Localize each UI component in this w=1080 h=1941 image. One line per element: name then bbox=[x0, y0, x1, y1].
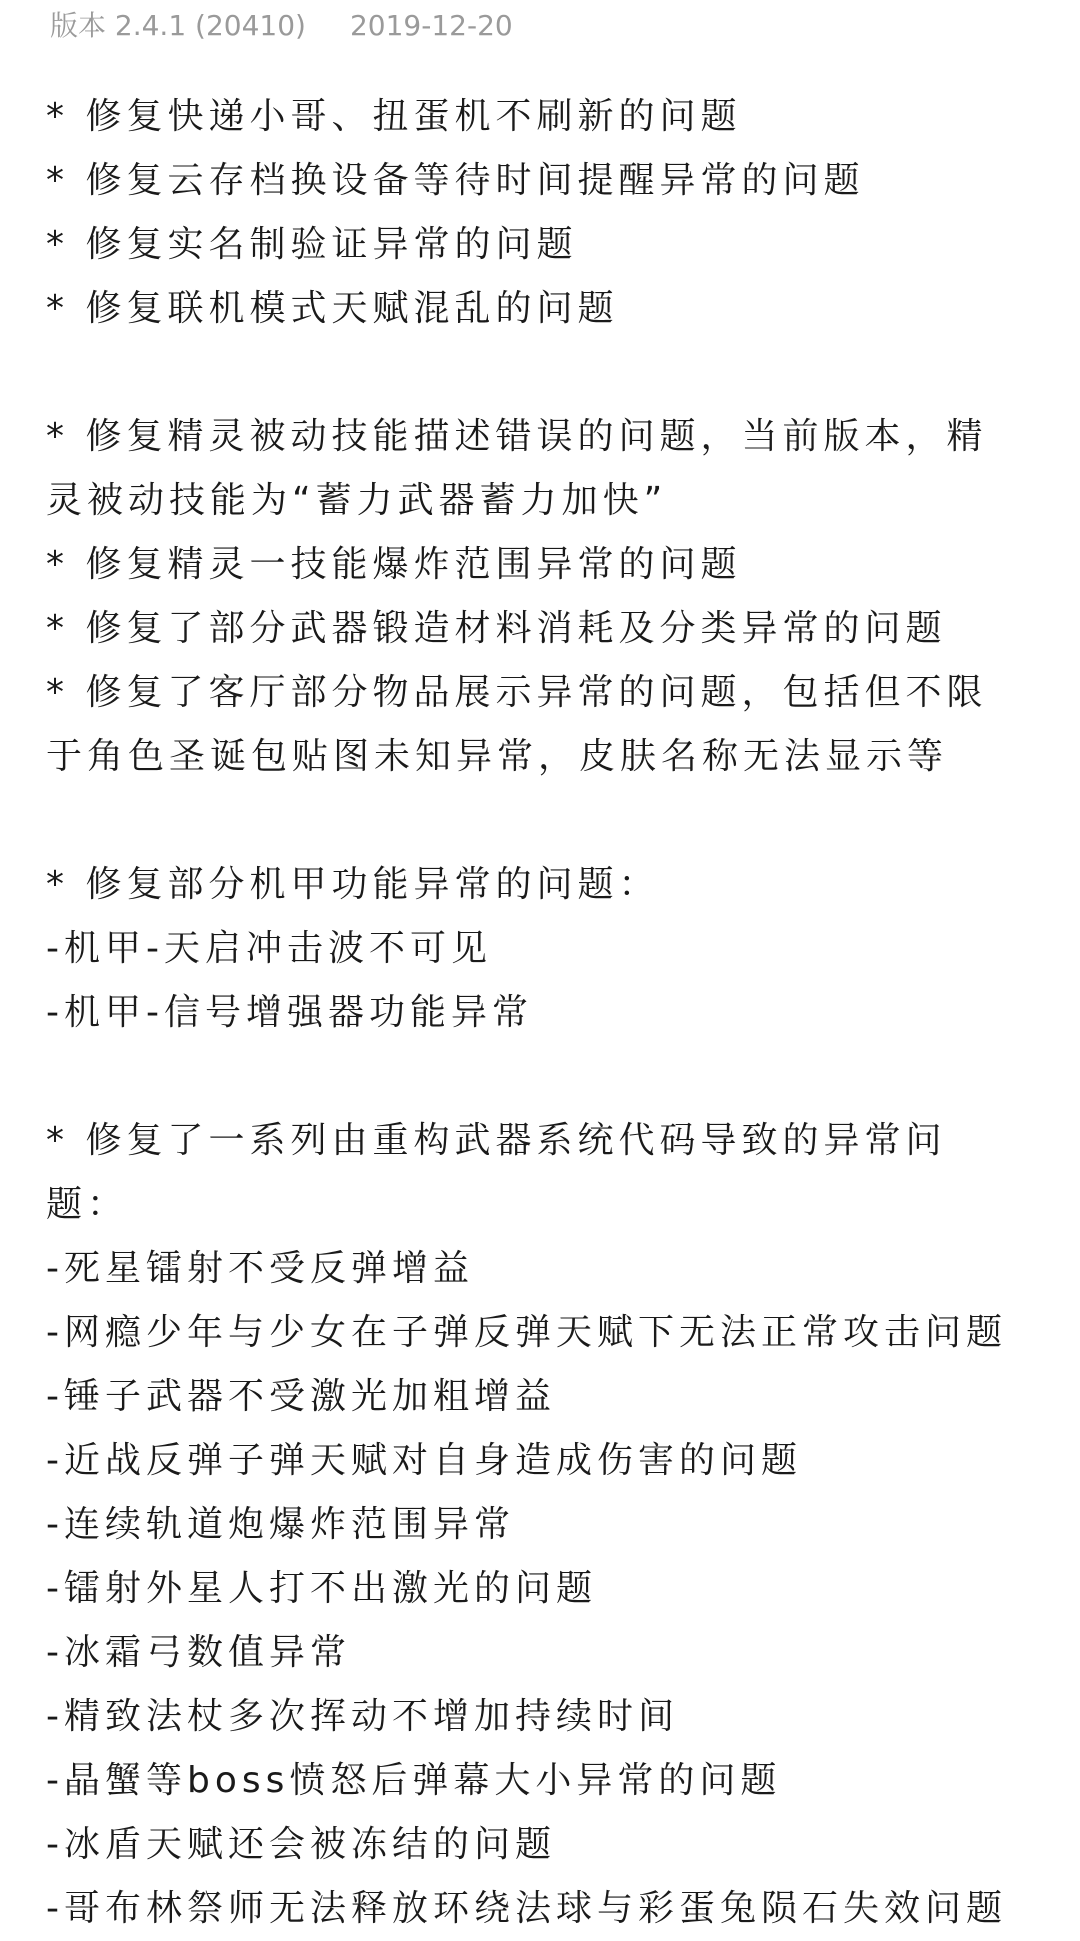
changelog-line: -镭射外星人打不出激光的问题 bbox=[46, 1568, 597, 1609]
version-header bbox=[50, 6, 513, 46]
changelog-line: * 修复精灵被动技能描述错误的问题，当前版本，精 bbox=[46, 416, 988, 457]
changelog-line: * 修复了部分武器锻造材料消耗及分类异常的问题 bbox=[46, 608, 947, 649]
changelog-line: 题： bbox=[46, 1184, 129, 1225]
changelog-section bbox=[46, 85, 1036, 341]
changelog-line: -机甲-天启冲击波不可见 bbox=[46, 928, 492, 969]
section-spacer bbox=[46, 789, 1036, 853]
changelog-line: 于角色圣诞包贴图未知异常，皮肤名称无法显示等 bbox=[46, 736, 949, 777]
changelog-section bbox=[46, 853, 1036, 1045]
changelog-line: * 修复了一系列由重构武器系统代码导致的异常问 bbox=[46, 1120, 947, 1161]
changelog-line: -冰霜弓数值异常 bbox=[46, 1632, 351, 1673]
changelog-line: -连续轨道炮爆炸范围异常 bbox=[46, 1504, 515, 1545]
section-spacer bbox=[46, 341, 1036, 405]
changelog-line: -冰盾天赋还会被冻结的问题 bbox=[46, 1824, 556, 1865]
changelog-line: -近战反弹子弹天赋对自身造成伤害的问题 bbox=[46, 1440, 802, 1481]
changelog-line: -精致法杖多次挥动不增加持续时间 bbox=[46, 1696, 679, 1737]
changelog-line: * 修复快递小哥、扭蛋机不刷新的问题 bbox=[46, 96, 742, 137]
changelog-body bbox=[46, 85, 1036, 1941]
changelog-line: -锤子武器不受激光加粗增益 bbox=[46, 1376, 556, 1417]
changelog-line: * 修复精灵一技能爆炸范围异常的问题 bbox=[46, 544, 742, 585]
changelog-line: -网瘾少年与少女在子弹反弹天赋下无法正常攻击问题 bbox=[46, 1312, 1007, 1353]
release-date: 2019-12-20 bbox=[349, 9, 513, 42]
section-spacer bbox=[46, 1045, 1036, 1109]
changelog-section bbox=[46, 405, 1036, 789]
changelog-line: -晶蟹等boss愤怒后弹幕大小异常的问题 bbox=[46, 1760, 782, 1801]
changelog-line: * 修复联机模式天赋混乱的问题 bbox=[46, 288, 619, 329]
changelog-line: -死星镭射不受反弹增益 bbox=[46, 1248, 474, 1289]
changelog-line: * 修复实名制验证异常的问题 bbox=[46, 224, 578, 265]
changelog-line: * 修复部分机甲功能异常的问题： bbox=[46, 864, 660, 905]
changelog-section bbox=[46, 1109, 1036, 1941]
changelog-line: -哥布林祭师无法释放环绕法球与彩蛋兔陨石失效问题 bbox=[46, 1888, 1007, 1929]
changelog-line: * 修复云存档换设备等待时间提醒异常的问题 bbox=[46, 160, 865, 201]
version-label: 版本 2.4.1 (20410) bbox=[50, 9, 306, 42]
changelog-line: 灵被动技能为“蓄力武器蓄力加快” bbox=[46, 480, 668, 521]
changelog-line: * 修复了客厅部分物品展示异常的问题，包括但不限 bbox=[46, 672, 988, 713]
changelog-line: -机甲-信号增强器功能异常 bbox=[46, 992, 533, 1033]
